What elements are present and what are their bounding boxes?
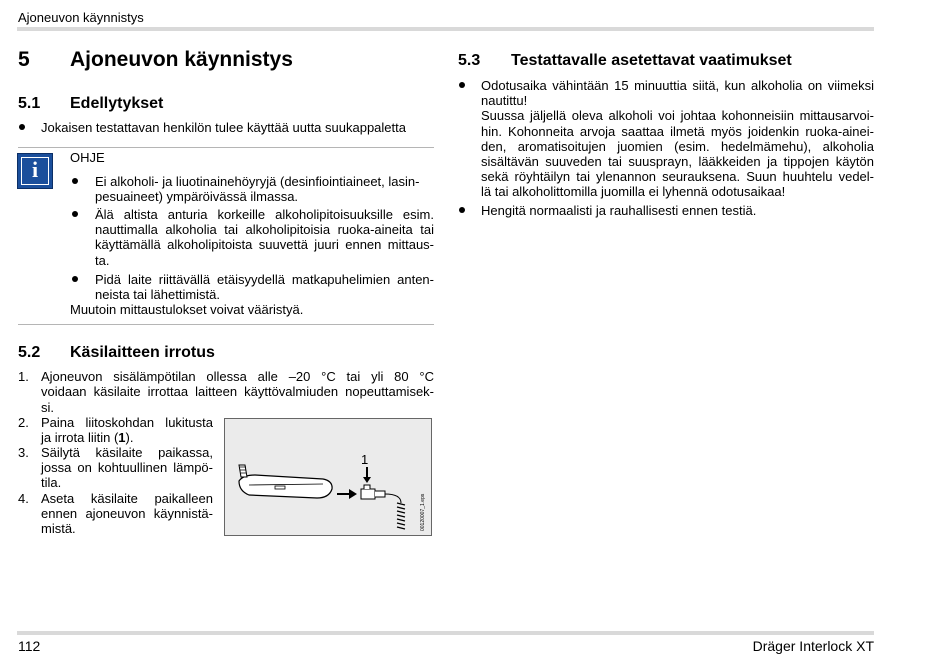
note-bullet-1-line-2: pesuaineet) ympäröivässä ilmassa. bbox=[95, 189, 299, 204]
step-1-line-2: voidaan käsilaite irrottaa laitteen käyttövalmiuden nopeuttamisek- bbox=[41, 384, 434, 399]
s53-bullet-1-line-2: nautittu! bbox=[481, 93, 528, 108]
step-number: 3. bbox=[18, 445, 29, 460]
section-number-5-3: 5.3 bbox=[458, 52, 481, 69]
note-top-rule bbox=[18, 147, 434, 148]
bullet-dot bbox=[459, 82, 465, 88]
note-bullet-1-line-1: Ei alkoholi- ja liuotinainehöyryjä (desinfiointiaineet, lasin- bbox=[95, 174, 420, 189]
step-3-line-2: jossa on kohtuullinen lämpö- bbox=[41, 460, 213, 475]
figure-callout-1: 1 bbox=[361, 452, 369, 467]
section-title-5-2: Käsilaitteen irrotus bbox=[70, 344, 215, 361]
step-4-line-1: Aseta käsilaite paikalleen bbox=[41, 491, 213, 506]
info-icon: i bbox=[17, 153, 53, 189]
s53-bullet-1-line-7: sekä röyhtäilyn tai ylenannon seurauksena. Suun huuhtelu vedel- bbox=[481, 169, 874, 184]
note-heading: OHJE bbox=[70, 150, 105, 165]
s53-bullet-1-line-5: den, aromatisoitujen juomien (esim. hedelmämehu), alkoholia bbox=[481, 139, 874, 154]
step-number: 2. bbox=[18, 415, 29, 430]
handset-illustration bbox=[225, 419, 431, 535]
section-title-5-1: Edellytykset bbox=[70, 95, 164, 112]
s53-bullet-1-line-1: Odotusaika vähintään 15 minuuttia siitä, kun alkoholia on viimeksi bbox=[481, 78, 874, 93]
header-rule bbox=[17, 27, 874, 31]
step-3-line-3: tila. bbox=[41, 475, 62, 490]
note-closing: Muutoin mittaustulokset voivat vääristyä. bbox=[70, 302, 304, 317]
step-number: 1. bbox=[18, 369, 29, 384]
note-bullet-2-line-2: nauttimalla alkoholia tai alkoholipitoisia ruoka-aineita tai bbox=[95, 222, 434, 237]
section-number-5-2: 5.2 bbox=[18, 344, 41, 361]
note-bullet-3-line-2: neista tai lähettimistä. bbox=[95, 287, 221, 302]
bullet-dot bbox=[459, 207, 465, 213]
footer-rule bbox=[17, 631, 874, 635]
page-number: 112 bbox=[18, 638, 41, 654]
step-4-line-2: ennen ajoneuvon käynnistä- bbox=[41, 506, 213, 521]
step-2-line-1: Paina liitoskohdan lukitusta bbox=[41, 415, 213, 430]
step-1-line-3: si. bbox=[41, 400, 54, 415]
s53-bullet-2: Hengitä normaalisti ja rauhallisesti ennen testiä. bbox=[481, 203, 757, 218]
s53-bullet-1-line-3: Suussa jäljellä oleva alkoholi voi johtaa kohonneisiin mittausarvoi- bbox=[481, 108, 874, 123]
bullet-dot bbox=[19, 124, 25, 130]
bullet-dot bbox=[72, 178, 78, 184]
bullet-dot bbox=[72, 211, 78, 217]
figure-code: 00120007_1.eps bbox=[420, 493, 426, 531]
handset-disconnect-figure bbox=[224, 418, 432, 536]
chapter-number: 5 bbox=[18, 48, 30, 71]
bullet-dot bbox=[72, 276, 78, 282]
step-3-line-1: Säilytä käsilaite paikassa, bbox=[41, 445, 213, 460]
running-header: Ajoneuvon käynnistys bbox=[18, 10, 144, 25]
s53-bullet-1-line-8: lä tai alkoholittomilla juomilla ei lyhennä odotusaikaa! bbox=[481, 184, 786, 199]
step-2-line-2: ja irrota liitin (1). bbox=[41, 430, 134, 445]
note-bullet-2-line-3: käyttämällä alkoholipitoista suuvettä juuri ennen mittaus- bbox=[95, 237, 434, 252]
s51-bullet-text: Jokaisen testattavan henkilön tulee käyttää uutta suukappaletta bbox=[41, 120, 406, 135]
product-name: Dräger Interlock XT bbox=[752, 638, 874, 654]
s53-bullet-1-line-6: sisältävän suuveden tai suusprayn, lääkkeiden ja tippojen käytön bbox=[481, 154, 874, 169]
note-bottom-rule bbox=[18, 324, 434, 325]
chapter-title: Ajoneuvon käynnistys bbox=[70, 48, 293, 71]
step-4-line-3: mistä. bbox=[41, 521, 76, 536]
s53-bullet-1-line-4: hin. Kohonneita arvoja saattaa ilmetä myös joidenkin ruoka-ainei- bbox=[481, 124, 874, 139]
section-title-5-3: Testattavalle asetettavat vaatimukset bbox=[511, 52, 792, 69]
section-number-5-1: 5.1 bbox=[18, 95, 41, 112]
note-bullet-2-line-1: Älä altista anturia korkeille alkoholipitoisuuksille esim. bbox=[95, 207, 434, 222]
step-1-line-1: Ajoneuvon sisälämpötilan ollessa alle –20 °C tai yli 80 °C bbox=[41, 369, 434, 384]
note-bullet-3-line-1: Pidä laite riittävällä etäisyydellä matkapuhelimien anten- bbox=[95, 272, 434, 287]
step-number: 4. bbox=[18, 491, 29, 506]
note-bullet-2-line-4: ta. bbox=[95, 253, 110, 268]
